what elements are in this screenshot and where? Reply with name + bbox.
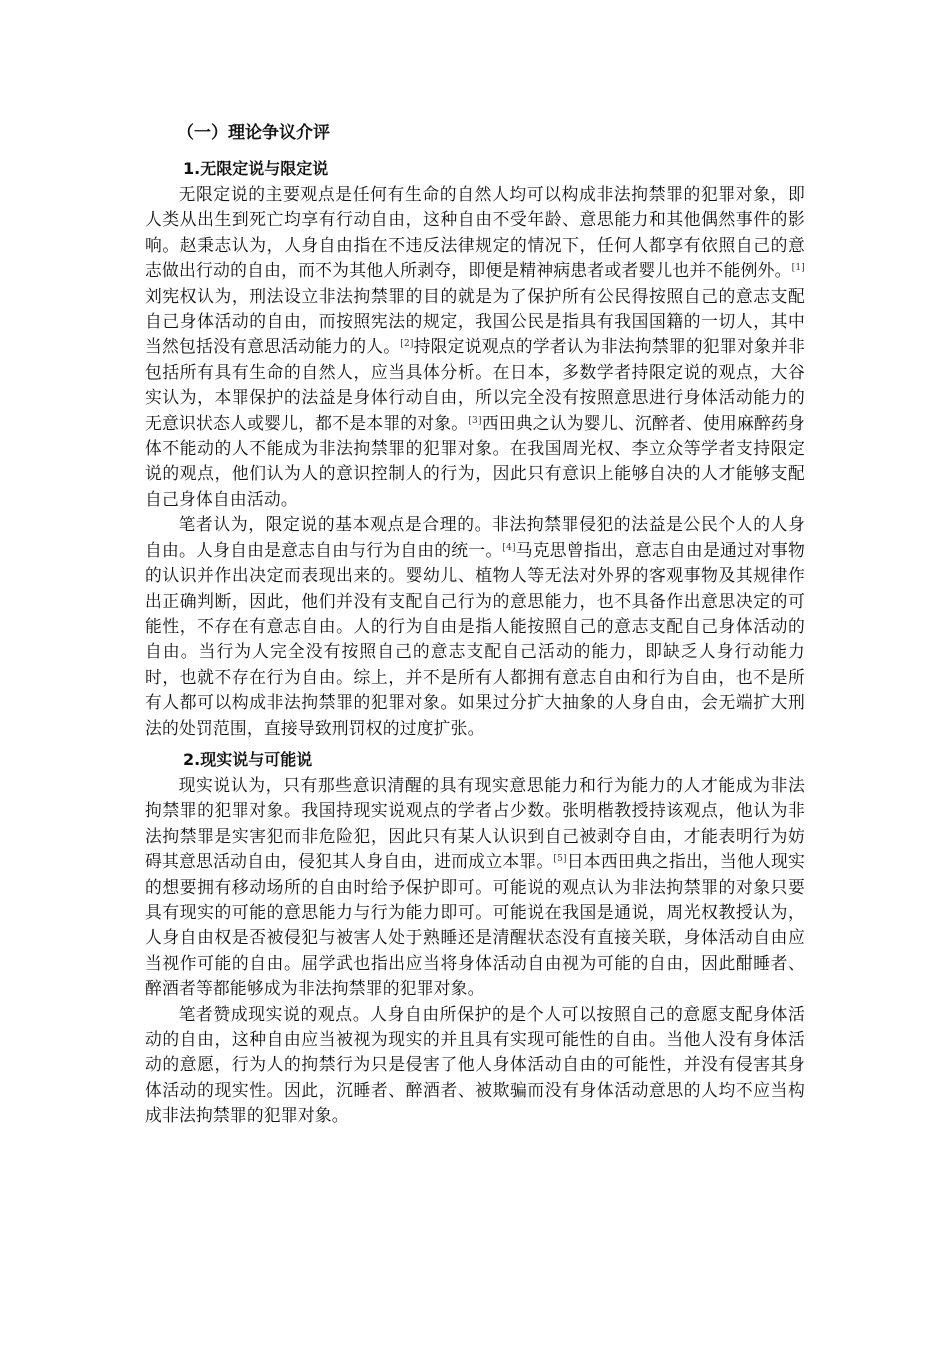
footnote-reference[interactable]: [3] — [468, 415, 482, 426]
paragraph-text: 笔者认为，限定说的基本观点是合理的。非法拘禁罪侵犯的法益是公民个人的人身自由。人身自由是意志自由与行为自由的统一。 — [145, 514, 805, 560]
section-title: （一）理论争议介评 — [177, 123, 330, 143]
paragraph — [145, 773, 805, 1002]
paragraph-text: 现实说认为，只有那些意识清醒的具有现实意思能力和行为能力的人才能成为非法拘禁罪的犯罪对象。我国持现实说观点的学者占少数。张明楷教授持该观点，他认为非法拘禁罪是实害犯而非危险犯，因此只有某人认识到自己被剥夺自由，才能表明行为妨碍其意思活动自由，侵犯其人身自由，进而成立本罪。 — [145, 774, 805, 872]
paragraph-text: 无限定说的主要观点是任何有生命的自然人均可以构成非法拘禁罪的犯罪对象，即人类从出生到死亡均享有行动自由，这种自由不受年龄、意思能力和其他偶然事件的影响。赵秉志认为，人身自由指在不违反法律规定的情况下，任何人都享有依照自己的意志做出行动的自由，而不为其他人所剥夺，即便是精神病患者或者婴儿也并不能例外。 — [145, 184, 805, 281]
paragraph-text: 笔者赞成现实说的观点。人身自由所保护的是个人可以按照自己的意愿支配身体活动的自由，这种自由应当被视为现实的并且具有实现可能性的自由。当他人没有身体活动的意愿，行为人的拘禁行为只是侵害了他人身体活动自由的可能性，并没有侵害其身体活动的现实性。因此，沉睡者、醉酒者、被欺骗而没有身体活动意思的人均不应当构成非法拘禁罪的犯罪对象。 — [145, 1003, 805, 1126]
paragraph — [145, 1002, 805, 1129]
footnote-reference[interactable]: [5] — [553, 854, 567, 865]
document-page — [145, 120, 805, 1129]
footnote-reference[interactable]: [4] — [502, 542, 516, 553]
paragraph-text: 刘宪权认为，刑法设立非法拘禁罪的目的就是为了保护所有公民得按照自己的意志支配自己身体活动的自由，而按照宪法的规定，我国公民是指具有我国国籍的一切人，其中当然包括没有意思活动能力的人。 — [145, 285, 805, 357]
paragraph-text: 西田典之认为婴儿、沉醉者、使用麻醉药身体不能动的人不能成为非法拘禁罪的犯罪对象。在我国周光权、李立众等学者支持限定说的观点，他们认为人的意识控制人的行为，因此只有意识上能够自决的人才能够支配自己身体自由活动。 — [145, 412, 805, 509]
footnote-reference[interactable]: [1] — [791, 263, 805, 274]
subsection-title: 2.现实说与可能说 — [183, 749, 313, 769]
subsection-title: 1.无限定说与限定说 — [183, 159, 329, 178]
subsection-1 — [145, 156, 805, 741]
paragraph — [145, 182, 805, 512]
paragraph-text: 马克思曾指出，意志自由是通过对事物的认识并作出决定而表现出来的。婴幼儿、植物人等无法对外界的客观事物及其规律作出正确判断，因此，他们并没有支配自己行为的意思能力，也不具备作出意思决定的可能性，不存在有意志自由。人的行为自由是指人能按照自己的意志支配自己身体活动的自由。当行为人完全没有按照自己的意志支配自己活动的能力，即缺乏人身行动能力时，也就不存在行为自由。综上，并不是所有人都拥有意志自由和行为自由，也不是所有人都可以构成非法拘禁罪的犯罪对象。如果过分扩大抽象的人身自由，会无端扩大刑法的处罚范围，直接导致刑罚权的过度扩张。 — [145, 539, 806, 738]
subsection-2 — [145, 747, 805, 1129]
paragraph — [145, 512, 805, 741]
footnote-reference[interactable]: [2] — [400, 339, 414, 350]
paragraph-text: 持限定说观点的学者认为非法拘禁罪的犯罪对象并非包括所有具有生命的自然人，应当具体分析。在日本，多数学者持限定说的观点，大谷实认为，本罪保护的法益是身体行动自由，所以完全没有按照意思进行身体活动能力的无意识状态人或婴儿，都不是本罪的对象。 — [145, 336, 805, 433]
paragraph-text: 日本西田典之指出，当他人现实的想要拥有移动场所的自由时给予保护即可。可能说的观点认为非法拘禁罪的对象只要具有现实的可能的意思能力与行为能力即可。可能说在我国是通说，周光权教授认为，人身自由权是否被侵犯与被害人处于熟睡还是清醒状态没有直接关联，身体活动自由应当视作可能的自由。屈学武也指出应当将身体活动自由视为可能的自由，因此酣睡者、醉酒者等都能够成为非法拘禁罪的犯罪对象。 — [145, 851, 805, 999]
